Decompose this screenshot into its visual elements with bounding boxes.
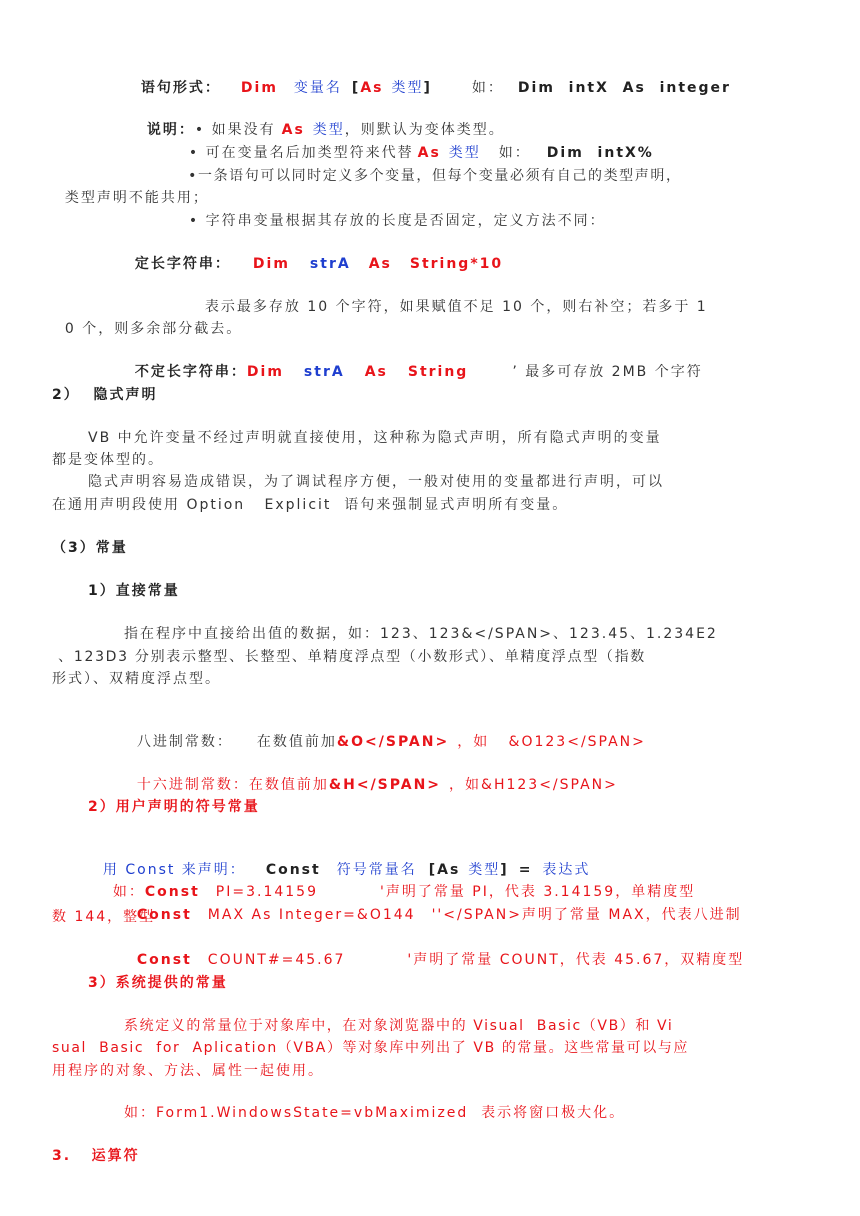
operators-heading: 3. 运算符 xyxy=(52,1148,140,1164)
const-type-placeholder: 类型 xyxy=(468,862,501,878)
direct-const-heading: 1）直接常量 xyxy=(88,583,180,599)
varname-placeholder: 变量名 xyxy=(293,80,342,96)
direct-p3: 形式）、双精度浮点型。 xyxy=(52,671,221,687)
const-ex-2 xyxy=(124,885,742,925)
notes-label: 说明： xyxy=(146,122,195,138)
note-2-eg: 如： xyxy=(498,145,531,161)
var-string-line xyxy=(122,342,703,382)
fixed-desc-2 xyxy=(52,299,242,339)
note-2-code: Dim intX% xyxy=(546,145,654,161)
fixed-string-label: 定长字符串： xyxy=(134,256,231,272)
const-expr-placeholder: 表达式 xyxy=(542,862,591,878)
note-1-text: • 如果没有 xyxy=(194,122,276,138)
const-ex-2-code: MAX As Integer=&O144 xyxy=(207,907,416,923)
fixed-as: As xyxy=(368,256,392,272)
note-2-as: As xyxy=(417,145,441,161)
const-ex-3-code: COUNT#=45.67 xyxy=(207,952,346,968)
user-const-heading: 2）用户声明的符号常量 xyxy=(88,799,260,815)
octal-label: 八进制常数： xyxy=(136,734,233,750)
sys-const-p2: sual Basic for Aplication（VBA）等对象库中列出了 VB 的常量。这些常量可以与应 xyxy=(52,1040,690,1056)
implicit-p2b: 在通用声明段使用 Option Explicit 语句来强制显式声明所有变量。 xyxy=(52,497,569,513)
implicit-p1a: VB 中允许变量不经过声明就直接使用，这种称为隐式声明，所有隐式声明的变量 xyxy=(88,430,662,446)
constants-heading: （3）常量 xyxy=(52,540,128,556)
sys-const-p3: 用程序的对象、方法、属性一起使用。 xyxy=(52,1063,324,1079)
implicit-heading: 2） 隐式声明 xyxy=(52,387,158,403)
const-ex-1-keyword: Const xyxy=(144,884,200,900)
const-decl-text: 用 Const 来声明： xyxy=(102,862,246,878)
bracket-open: [ xyxy=(351,80,361,96)
var-var: strA xyxy=(303,364,345,380)
note-3-text: •一条语句可以同时定义多个变量，但每个变量必须有自己的类型声明， xyxy=(188,168,682,184)
sys-const-p1: 系统定义的常量位于对象库中，在对象浏览器中的 Visual Basic（VB）和 Vi xyxy=(124,1018,674,1034)
dim-keyword: Dim xyxy=(240,80,278,96)
const-bracket-open: [ xyxy=(428,862,438,878)
note-1-rest: ，则默认为变体类型。 xyxy=(344,122,505,138)
fixed-string-line xyxy=(122,234,503,274)
type-placeholder: 类型 xyxy=(391,80,424,96)
hex-example: ，如&H123</SPAN> xyxy=(449,777,618,793)
sys-const-heading: 3）系统提供的常量 xyxy=(88,975,228,991)
syntax-line xyxy=(128,58,731,98)
const-ex-1-code: PI=3.14159 xyxy=(215,884,318,900)
fixed-desc-1 xyxy=(192,277,708,317)
octal-text: 在数值前加 xyxy=(256,734,337,750)
implicit-p1b: 都是变体型的。 xyxy=(52,452,164,468)
hex-code: &H</SPAN> xyxy=(328,777,442,793)
sys-const-example: 如：Form1.WindowsState=vbMaximized 表示将窗口极大化。 xyxy=(124,1105,626,1121)
octal-example: ，如 &O123</SPAN> xyxy=(457,734,646,750)
const-equals: = xyxy=(518,862,533,878)
note-1-type: 类型 xyxy=(312,122,345,138)
const-ex-3-keyword: Const xyxy=(136,952,192,968)
note-4 xyxy=(176,191,606,231)
octal-line xyxy=(124,712,646,752)
const-ex-3 xyxy=(124,930,744,970)
fixed-dim: Dim xyxy=(252,256,290,272)
note-2-type: 类型 xyxy=(448,145,481,161)
const-ex-3-comment: '声明了常量 COUNT，代表 45.67，双精度型 xyxy=(407,952,745,968)
octal-code: &O</SPAN> xyxy=(336,734,450,750)
implicit-p2a: 隐式声明容易造成错误，为了调试程序方便，一般对使用的变量都进行声明，可以 xyxy=(88,474,664,490)
syntax-label: 语句形式： xyxy=(140,80,221,96)
const-ex-2-comment: ''</SPAN>声明了常量 MAX，代表八进制 xyxy=(431,907,742,923)
direct-p1: 指在程序中直接给出值的数据，如：123、123&</SPAN>、123.45、1.234E2 xyxy=(124,626,718,642)
hex-line xyxy=(124,755,618,795)
const-ex-2-keyword: Const xyxy=(136,907,192,923)
direct-p2: 、123D3 分别表示整型、长整型、单精度浮点型（小数形式）、单精度浮点型（指数 xyxy=(52,649,647,665)
fixed-desc-2-text: 0 个，则多余部分截去。 xyxy=(64,321,243,337)
const-name-placeholder: 符号常量名 xyxy=(336,862,417,878)
fixed-desc-1-text: 表示最多存放 10 个字符，如果赋值不足 10 个，则右补空；若多于 1 xyxy=(204,299,708,315)
const-as: As xyxy=(437,862,461,878)
fixed-type: String*10 xyxy=(409,256,504,272)
var-as: As xyxy=(364,364,388,380)
note-4-text: • 字符串变量根据其存放的长度是否固定，定义方法不同： xyxy=(188,213,606,229)
note-1-as: As xyxy=(281,122,305,138)
bracket-close: ] xyxy=(423,80,432,96)
var-comment: ’ 最多可存放 2MB 个字符 xyxy=(512,364,703,380)
syntax-example: Dim intX As integer xyxy=(517,80,731,96)
var-string-label: 不定长字符串： xyxy=(134,364,247,380)
const-ex-1-comment: '声明了常量 PI，代表 3.14159，单精度型 xyxy=(380,884,696,900)
const-bracket-close: ] xyxy=(500,862,509,878)
hex-text: 十六进制常数：在数值前加 xyxy=(136,777,329,793)
var-dim: Dim xyxy=(246,364,284,380)
fixed-var: strA xyxy=(309,256,351,272)
note-3-text-cont: 类型声明不能共用； xyxy=(64,190,209,206)
const-ex-1-label: 如： xyxy=(112,884,145,900)
const-ex-2-cont: 数 144，整型 xyxy=(52,909,156,925)
as-keyword: As xyxy=(360,80,384,96)
syntax-eg: 如： xyxy=(471,80,504,96)
note-2-text: • 可在变量名后加类型符来代替 xyxy=(188,145,414,161)
note-3a xyxy=(176,146,682,186)
const-keyword: Const xyxy=(265,862,321,878)
var-type: String xyxy=(407,364,469,380)
